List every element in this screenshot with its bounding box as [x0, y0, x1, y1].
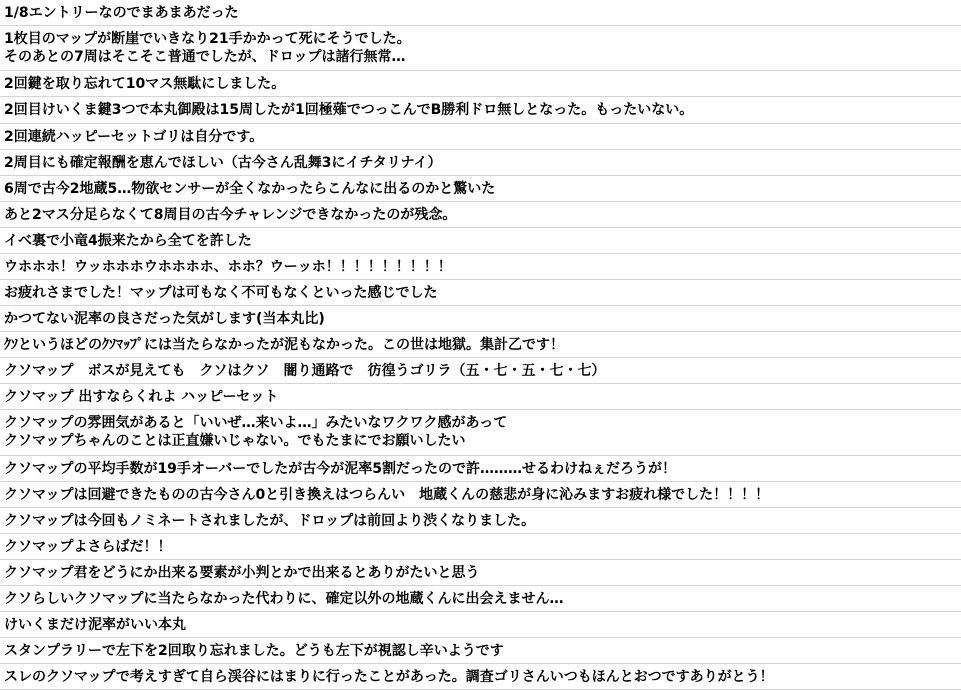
- comment-row: [0, 612, 961, 638]
- comment-text: お疲れさまでした！マップは可もなく不可もなくといった感じでした: [4, 285, 438, 301]
- comment-text: 2回連続ハッピーセットゴリは自分です。: [4, 129, 264, 145]
- comment-text: けいくまだけ泥率がいい本丸: [4, 617, 186, 633]
- comment-text: クソマップは回避できたものの古今さん0と引き換えはつらんい 地蔵くんの慈悲が身に沁みますお疲れ様でした！！！！: [4, 487, 770, 503]
- comment-row: [0, 332, 961, 358]
- comment-row: [0, 0, 961, 26]
- comment-row: [0, 508, 961, 534]
- comment-text: クソマップの平均手数が19手オーバーでしたが古今が泥率5割だったので許………せるわけねぇだろうが！: [4, 461, 676, 477]
- comment-text: クソマップ君をどうにか出来る要素が小判とかで出来るとありがたいと思う: [4, 565, 480, 581]
- comment-row: [0, 560, 961, 586]
- comment-row: [0, 124, 961, 150]
- comment-text: 2周目にも確定報酬を恵んでほしい（古今さん乱舞3にイチタリナイ）: [4, 155, 442, 171]
- comment-text: あと2マス分足らなくて8周目の古今チャレンジできなかったのが残念。: [4, 207, 457, 223]
- comment-row: [0, 586, 961, 612]
- comment-row: [0, 358, 961, 384]
- comment-row: [0, 71, 961, 97]
- comment-text: 1/8エントリーなのでまあまあだった: [4, 5, 239, 21]
- comment-row: [0, 306, 961, 332]
- comment-row: [0, 26, 961, 71]
- comment-row: [0, 150, 961, 176]
- comment-text: 2回目けいくま鍵3つで本丸御殿は15周したが1回極薙でつっこんでB勝利ドロ無しとなった。もったいない。: [4, 102, 694, 118]
- comment-row: [0, 664, 961, 690]
- comment-text: クソマップは今回もノミネートされましたが、ドロップは前回より渋くなりました。: [4, 513, 536, 529]
- comment-row: [0, 384, 961, 410]
- comment-text: ウホホホ！ウッホホホウホホホホ、ホホ？ウーッホ！！！！！！！！！: [4, 259, 452, 275]
- comment-row: [0, 534, 961, 560]
- comment-text: クソらしいクソマップに当たらなかった代わりに、確定以外の地蔵くんに出会えません…: [4, 591, 564, 607]
- comment-row: [0, 228, 961, 254]
- comment-text: クソマップ ボスが見えても クソはクソ 闇り通路で 彷徨うゴリラ（五・七・五・七・七）: [4, 363, 606, 379]
- comment-text: 1枚目のマップが断崖でいきなり21手かかって死にそうでした。: [4, 31, 411, 47]
- comment-row: [0, 202, 961, 228]
- comment-row: [0, 456, 961, 482]
- comment-row: [0, 176, 961, 202]
- comment-text: クソマップ 出すならくれよ ハッピーセット: [4, 389, 279, 405]
- comment-text: そのあとの7周はそこそこ普通でしたが、ドロップは諸行無常…: [4, 49, 406, 65]
- comment-row: [0, 280, 961, 306]
- comment-text: 2回鍵を取り忘れて10マス無駄にしました。: [4, 76, 286, 92]
- comment-text: 6周で古今2地蔵5…物欲センサーが全くなかったらこんなに出るのかと驚いた: [4, 181, 496, 197]
- comment-text: ｸｿというほどのｸｿﾏｯﾌﾟには当たらなかったが泥もなかった。この世は地獄。集計乙です！: [4, 337, 564, 353]
- comment-row: [0, 482, 961, 508]
- comment-row: [0, 97, 961, 124]
- comment-row: [0, 410, 961, 456]
- comment-text: スタンプラリーで左下を2回取り忘れました。どうも左下が視認し辛いようです: [4, 643, 504, 659]
- comment-text: イベ裏で小竜4振来たから全てを許した: [4, 233, 252, 249]
- comment-row: [0, 254, 961, 280]
- comment-text: かつてない泥率の良さだった気がします(当本丸比): [4, 311, 325, 327]
- comment-text: スレのクソマップで考えすぎて自ら渓谷にはまりに行ったことがあった。調査ゴリさんいつもほんとおつですありがとう！: [4, 669, 774, 685]
- comment-row: [0, 638, 961, 664]
- comment-text: クソマップちゃんのことは正直嫌いじゃない。でもたまにでお願いしたい: [4, 433, 466, 449]
- comment-text: クソマップの雰囲気があると「いいぜ…来いよ…」みたいなワクワク感があって: [4, 415, 508, 431]
- comment-text: クソマップよさらばだ！！: [4, 539, 172, 555]
